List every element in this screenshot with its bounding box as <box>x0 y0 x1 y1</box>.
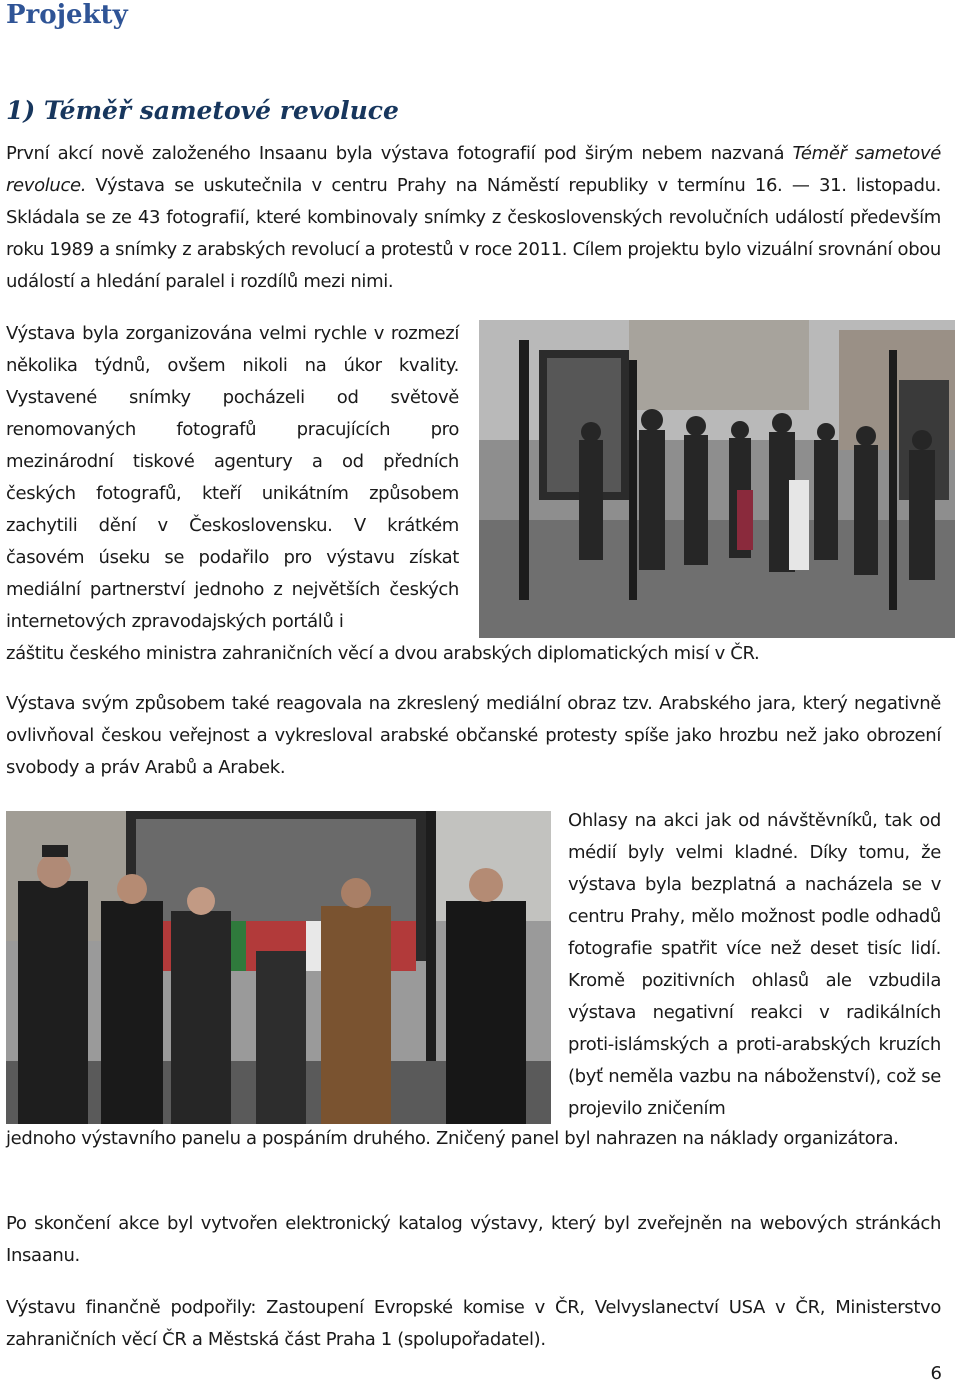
section-heading: 1) Téměř sametové revoluce <box>6 96 399 125</box>
organisation-paragraph: Výstava byla zorganizována velmi rychle v rozmezí několika týdnů, ovšem nikoli na úkor kvality. Vystavené snímky pocházeli od světově renomovaných fotografů pracujících pro mezinárodní tiskové agentury a od předních českých fotografů, kteří unikátním způsobem zachytili dění v Československu. V krátkém časovém úseku se podařilo pro výstavu získat mediální partnerství jednoho z největších českých internetových zpravodajských portálů i <box>6 323 459 632</box>
page-heading: Projekty <box>6 0 128 30</box>
reactions-paragraph-end: jednoho výstavního panelu a pospáním druhého. Zničený panel byl nahrazen na náklady organizátora. <box>6 1128 899 1149</box>
exhibition-opening-photo-art <box>479 320 955 638</box>
dignitaries-photo-art <box>6 811 551 1124</box>
intro-text-end: Výstava se uskutečnila v centru Prahy na Náměstí republiky v termínu 16. — 31. listopadu. Skládala se ze 43 fotografií, které kombinovaly snímky z československých revolučních událostí především roku 1989 a snímky z arabských revolucí a protestů v roce 2011. Cílem projektu bylo vizuální srovnání obou událostí a hledání paralel i rozdílů mezi nimi. <box>6 175 941 292</box>
organisation-paragraph-end: záštitu českého ministra zahraničních věcí a dvou arabských diplomatických misí v ČR. <box>6 643 760 664</box>
media-image-paragraph: Výstava svým způsobem také reagovala na zkreslený mediální obraz tzv. Arabského jara, který negativně ovlivňoval českou veřejnost a vykresloval arabské občanské protesty spíše jako hrozbu než jako obrození svobody a práv Arabů a Arabek. <box>6 693 941 778</box>
catalogue-paragraph: Po skončení akce byl vytvořen elektronický katalog výstavy, který byl zveřejněn na webových stránkách Insaanu. <box>6 1213 941 1266</box>
exhibition-opening-photo <box>479 320 955 638</box>
dignitaries-photo <box>6 811 551 1124</box>
intro-paragraph <box>6 138 941 298</box>
funding-paragraph: Výstavu finančně podpořily: Zastoupení Evropské komise v ČR, Velvyslanectví USA v ČR, Ministerstvo zahraničních věcí ČR a Městská část Praha 1 (spolupořadatel). <box>6 1297 941 1350</box>
page-number: 6 <box>930 1363 942 1384</box>
intro-text-start: První akcí nově založeného Insaanu byla výstava fotografií pod širým nebem nazvaná <box>6 143 793 164</box>
reactions-paragraph: Ohlasy na akci jak od návštěvníků, tak od médií byly velmi kladné. Díky tomu, že výstava byla bezplatná a nacházela se v centru Prahy, mělo možnost podle odhadů fotografie spatřit více než deset tisíc lidí. Kromě pozitivních ohlasů ale vzbudila výstava negativní reakci v radikálních proti-islámských a proti-arabských kruzích (byť neměla vazbu na náboženství), což se projevilo zničením <box>568 810 941 1119</box>
exhibition-title-italic: Téměř sametové revoluce. <box>6 143 941 196</box>
